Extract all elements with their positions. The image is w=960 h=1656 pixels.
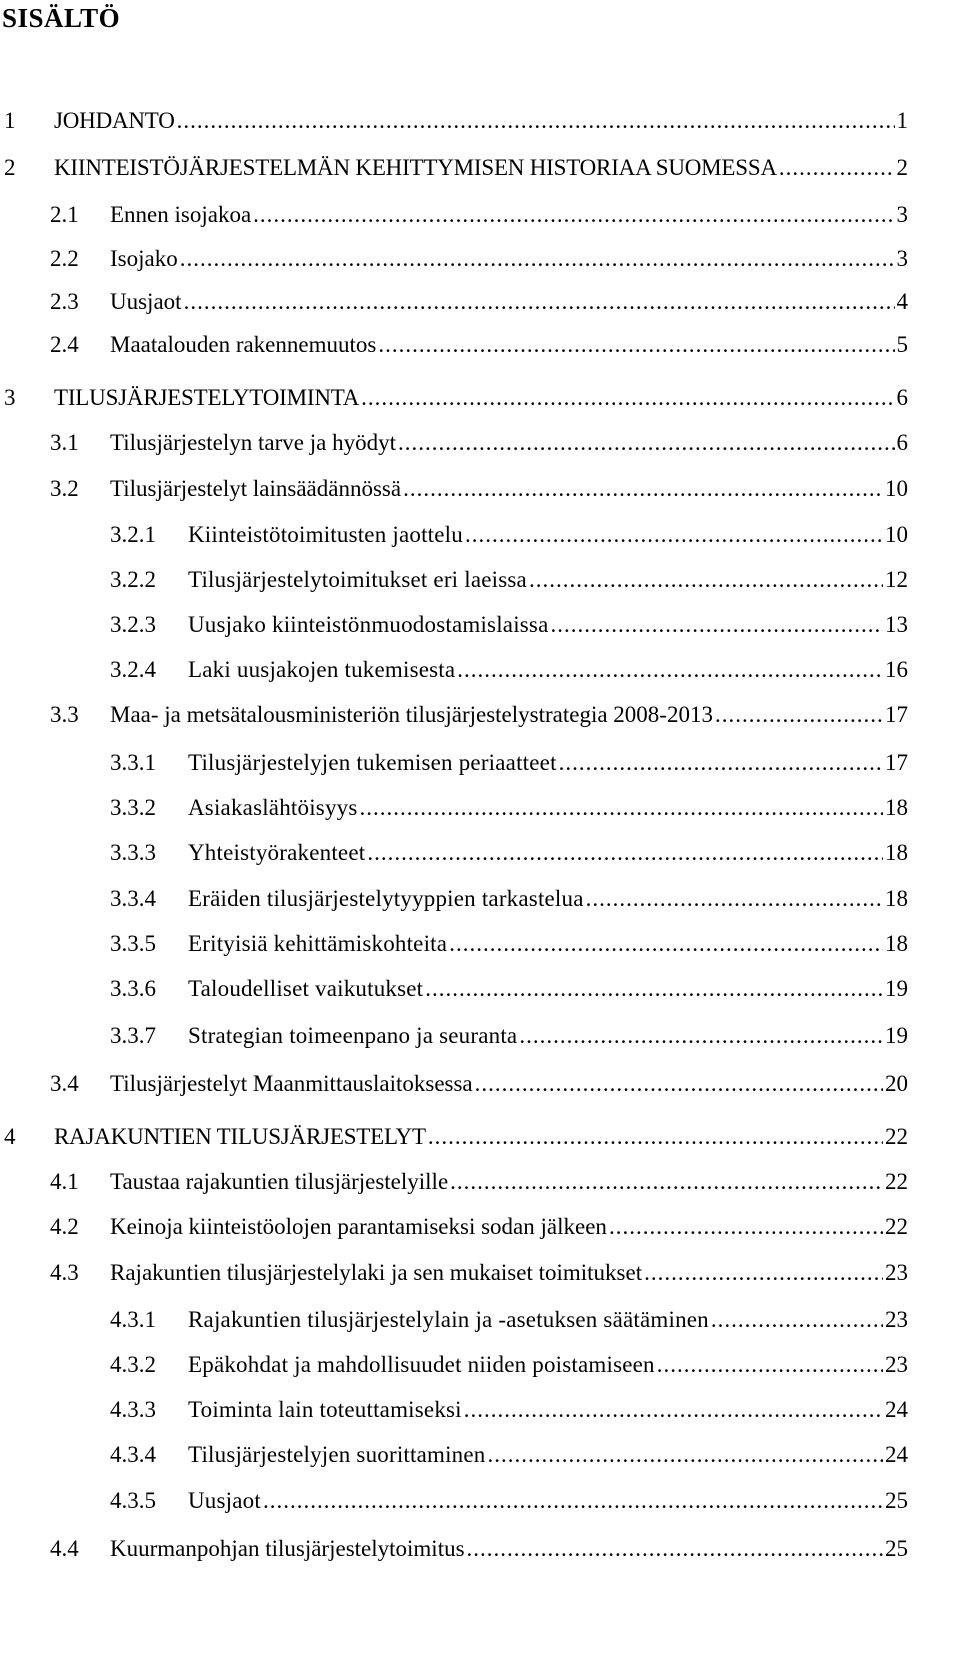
- toc-entry-title: Yhteistyörakenteet: [188, 840, 366, 865]
- toc-entry-4-3-5[interactable]: [110, 1486, 908, 1516]
- toc-entry-number: 4.1: [50, 1169, 79, 1194]
- toc-entry-title: Maatalouden rakennemuutos: [110, 332, 377, 357]
- toc-entry-number: 1: [4, 108, 16, 133]
- toc-entry-number: 2.3: [50, 289, 79, 314]
- toc-entry-page: 19: [885, 976, 908, 1001]
- toc-entry-number: 4.3.5: [110, 1488, 156, 1513]
- toc-dot-leader: [378, 330, 894, 360]
- toc-entry-page: 23: [885, 1307, 908, 1332]
- toc-dot-leader: [644, 1258, 883, 1288]
- toc-dot-leader: [263, 1486, 883, 1516]
- toc-entry-title: Uusjaot: [188, 1488, 261, 1513]
- toc-entry-4-3-2[interactable]: [110, 1350, 908, 1380]
- toc-dot-leader: [398, 428, 895, 458]
- toc-entry-title: Kiinteistötoimitusten jaottelu: [188, 522, 463, 547]
- toc-entry-number: 3.3.1: [110, 750, 156, 775]
- toc-dot-leader: [711, 1305, 883, 1335]
- toc-entry-3-2-3[interactable]: [110, 610, 908, 640]
- toc-entry-3-2[interactable]: [50, 474, 908, 504]
- toc-entry-4-3-1[interactable]: [110, 1305, 908, 1335]
- toc-dot-leader: [559, 748, 883, 778]
- toc-entry-title: Tilusjärjestelyjen suorittaminen: [188, 1442, 486, 1467]
- toc-entry-page: 24: [885, 1442, 908, 1467]
- toc-entry-3-3-3[interactable]: [110, 838, 908, 868]
- toc-entry-title: Isojako: [110, 246, 178, 271]
- toc-entry-page: 18: [885, 886, 908, 911]
- toc-entry-page: 23: [885, 1260, 908, 1285]
- toc-entry-title: Strategian toimeenpano ja seuranta: [188, 1023, 518, 1048]
- toc-entry-page: 22: [885, 1169, 908, 1194]
- toc-entry-3-1[interactable]: [50, 428, 908, 458]
- toc-entry-title: Tilusjärjestelyjen tukemisen periaatteet: [188, 750, 557, 775]
- toc-entry-number: 4.3: [50, 1260, 79, 1285]
- toc-entry-3-3-7[interactable]: [110, 1021, 908, 1051]
- toc-dot-leader: [488, 1440, 884, 1470]
- toc-entry-number: 3.3.6: [110, 976, 156, 1001]
- toc-entry-3-2-2[interactable]: [110, 565, 908, 595]
- toc-entry-page: 1: [896, 108, 908, 133]
- toc-entry-title: Maa- ja metsätalousministeriön tilusjärjestelystrategia 2008-2013: [110, 702, 713, 727]
- toc-entry-1[interactable]: [4, 106, 908, 136]
- toc-entry-title: Keinoja kiinteistöolojen parantamiseksi sodan jälkeen: [110, 1214, 607, 1239]
- toc-dot-leader: [464, 1395, 883, 1425]
- toc-entry-title: JOHDANTO: [54, 108, 175, 133]
- toc-dot-leader: [715, 700, 883, 730]
- toc-entry-page: 6: [896, 385, 908, 410]
- toc-entry-page: 10: [885, 476, 908, 501]
- toc-entry-number: 4.3.3: [110, 1397, 156, 1422]
- toc-entry-title: Tilusjärjestelyt lainsäädännössä: [110, 476, 402, 501]
- toc-entry-3-3[interactable]: [50, 700, 908, 730]
- toc-entry-title: Uusjako kiinteistönmuodostamislaissa: [188, 612, 549, 637]
- toc-entry-4-3[interactable]: [50, 1258, 908, 1288]
- toc-dot-leader: [450, 1167, 883, 1197]
- toc-entry-title: Eräiden tilusjärjestelytyyppien tarkastelua: [188, 886, 584, 911]
- toc-entry-4-1[interactable]: [50, 1167, 908, 1197]
- toc-entry-4[interactable]: [4, 1122, 908, 1152]
- toc-dot-leader: [467, 1534, 883, 1564]
- toc-entry-number: 2: [4, 155, 16, 180]
- toc-entry-page: 10: [885, 522, 908, 547]
- toc-entry-number: 4.3.4: [110, 1442, 156, 1467]
- toc-entry-number: 3.2.2: [110, 567, 156, 592]
- toc-entry-page: 2: [896, 155, 908, 180]
- toc-entry-page: 5: [896, 332, 908, 357]
- toc-entry-page: 17: [885, 702, 908, 727]
- toc-dot-leader: [428, 1122, 883, 1152]
- toc-dot-leader: [180, 244, 895, 274]
- toc-entry-number: 3.2.4: [110, 657, 156, 682]
- toc-dot-leader: [184, 287, 895, 317]
- toc-entry-number: 3.3.3: [110, 840, 156, 865]
- toc-entry-page: 24: [885, 1397, 908, 1422]
- toc-entry-page: 6: [896, 430, 908, 455]
- toc-entry-title: Uusjaot: [110, 289, 182, 314]
- toc-entry-page: 23: [885, 1352, 908, 1377]
- toc-entry-3[interactable]: [4, 383, 908, 413]
- toc-entry-title: Toiminta lain toteuttamiseksi: [188, 1397, 462, 1422]
- toc-entry-title: Tilusjärjestelytoimitukset eri laeissa: [188, 567, 527, 592]
- toc-entry-number: 4: [4, 1124, 16, 1149]
- toc-entry-page: 16: [885, 657, 908, 682]
- toc-dot-leader: [551, 610, 884, 640]
- toc-entry-number: 3.2.1: [110, 522, 156, 547]
- toc-entry-title: Tilusjärjestelyt Maanmittauslaitoksessa: [110, 1071, 473, 1096]
- toc-entry-title: Rajakuntien tilusjärjestelylaki ja sen mukaiset toimitukset: [110, 1260, 643, 1285]
- toc-entry-page: 25: [885, 1488, 908, 1513]
- toc-entry-number: 3: [4, 385, 16, 410]
- toc-dot-leader: [403, 474, 883, 504]
- toc-dot-leader: [457, 655, 883, 685]
- toc-entry-number: 4.4: [50, 1536, 79, 1561]
- toc-entry-title: Taustaa rajakuntien tilusjärjestelyille: [110, 1169, 449, 1194]
- toc-entry-2-3[interactable]: [50, 287, 908, 317]
- toc-dot-leader: [779, 153, 895, 183]
- toc-dot-leader: [425, 974, 883, 1004]
- toc-entry-page: 22: [885, 1124, 908, 1149]
- toc-entry-3-4[interactable]: [50, 1069, 908, 1099]
- toc-entry-number: 3.3.2: [110, 795, 156, 820]
- toc-entry-title: Asiakaslähtöisyys: [188, 795, 358, 820]
- toc-entry-title: Laki uusjakojen tukemisesta: [188, 657, 456, 682]
- toc-entry-page: 20: [885, 1071, 908, 1096]
- toc-entry-title: Kuurmanpohjan tilusjärjestelytoimitus: [110, 1536, 465, 1561]
- toc-entry-page: 22: [885, 1214, 908, 1239]
- toc-entry-page: 25: [885, 1536, 908, 1561]
- toc-entry-number: 3.3.4: [110, 886, 156, 911]
- toc-entry-number: 4.3.1: [110, 1307, 156, 1332]
- toc-dot-leader: [519, 1021, 883, 1051]
- toc-dot-leader: [367, 838, 883, 868]
- toc-dot-leader: [475, 1069, 883, 1099]
- toc-entry-number: 3.1: [50, 430, 79, 455]
- toc-dot-leader: [529, 565, 883, 595]
- toc-entry-title: Epäkohdat ja mahdollisuudet niiden poistamiseen: [188, 1352, 655, 1377]
- toc-entry-number: 4.2: [50, 1214, 79, 1239]
- toc-entry-title: Erityisiä kehittämiskohteita: [188, 931, 448, 956]
- toc-entry-page: 3: [896, 202, 908, 227]
- toc-entry-title: RAJAKUNTIEN TILUSJÄRJESTELYT: [54, 1124, 426, 1149]
- toc-entry-title: Tilusjärjestelyn tarve ja hyödyt: [110, 430, 396, 455]
- toc-entry-number: 3.3: [50, 702, 79, 727]
- toc-entry-number: 2.4: [50, 332, 79, 357]
- toc-entry-page: 18: [885, 795, 908, 820]
- toc-entry-number: 2.1: [50, 202, 79, 227]
- toc-entry-4-3-4[interactable]: [110, 1440, 908, 1470]
- toc-entry-3-3-1[interactable]: [110, 748, 908, 778]
- toc-entry-2-1[interactable]: [50, 200, 908, 230]
- toc-entry-3-3-6[interactable]: [110, 974, 908, 1004]
- toc-entry-title: TILUSJÄRJESTELYTOIMINTA: [54, 385, 360, 410]
- toc-entry-2[interactable]: [4, 153, 908, 183]
- toc-heading: SISÄLTÖ: [2, 3, 121, 33]
- toc-entry-page: 12: [885, 567, 908, 592]
- toc-dot-leader: [609, 1212, 883, 1242]
- toc-entry-number: 3.2.3: [110, 612, 156, 637]
- toc-entry-page: 19: [885, 1023, 908, 1048]
- toc-dot-leader: [177, 106, 895, 136]
- toc-entry-number: 3.3.5: [110, 931, 156, 956]
- toc-entry-title: Taloudelliset vaikutukset: [188, 976, 424, 1001]
- toc-entry-page: 18: [885, 931, 908, 956]
- toc-entry-3-2-4[interactable]: [110, 655, 908, 685]
- toc-entry-page: 18: [885, 840, 908, 865]
- toc-entry-number: 4.3.2: [110, 1352, 156, 1377]
- toc-entry-2-2[interactable]: [50, 244, 908, 274]
- toc-entry-number: 3.3.7: [110, 1023, 156, 1048]
- toc-entry-title: Ennen isojakoa: [110, 202, 252, 227]
- toc-entry-page: 4: [896, 289, 908, 314]
- toc-entry-3-3-2[interactable]: [110, 793, 908, 823]
- toc-entry-title: KIINTEISTÖJÄRJESTELMÄN KEHITTYMISEN HISTORIAA SUOMESSA: [54, 155, 777, 180]
- toc-entry-2-4[interactable]: [50, 330, 908, 360]
- toc-entry-title: Rajakuntien tilusjärjestelylain ja -asetuksen säätäminen: [188, 1307, 709, 1332]
- toc-entry-number: 2.2: [50, 246, 79, 271]
- toc-entry-number: 3.4: [50, 1071, 79, 1096]
- toc-entry-3-3-5[interactable]: [110, 929, 908, 959]
- toc-dot-leader: [449, 929, 883, 959]
- toc-entry-page: 13: [885, 612, 908, 637]
- toc-dot-leader: [361, 383, 894, 413]
- toc-entry-4-4[interactable]: [50, 1534, 908, 1564]
- toc-dot-leader: [253, 200, 894, 230]
- toc-entry-4-2[interactable]: [50, 1212, 908, 1242]
- toc-entry-3-2-1[interactable]: [110, 520, 908, 550]
- toc-entry-3-3-4[interactable]: [110, 884, 908, 914]
- toc-entry-page: 17: [885, 750, 908, 775]
- toc-entry-number: 3.2: [50, 476, 79, 501]
- toc-entry-4-3-3[interactable]: [110, 1395, 908, 1425]
- toc-entry-page: 3: [896, 246, 908, 271]
- toc-dot-leader: [657, 1350, 883, 1380]
- toc-dot-leader: [465, 520, 883, 550]
- toc-dot-leader: [586, 884, 883, 914]
- toc-dot-leader: [360, 793, 884, 823]
